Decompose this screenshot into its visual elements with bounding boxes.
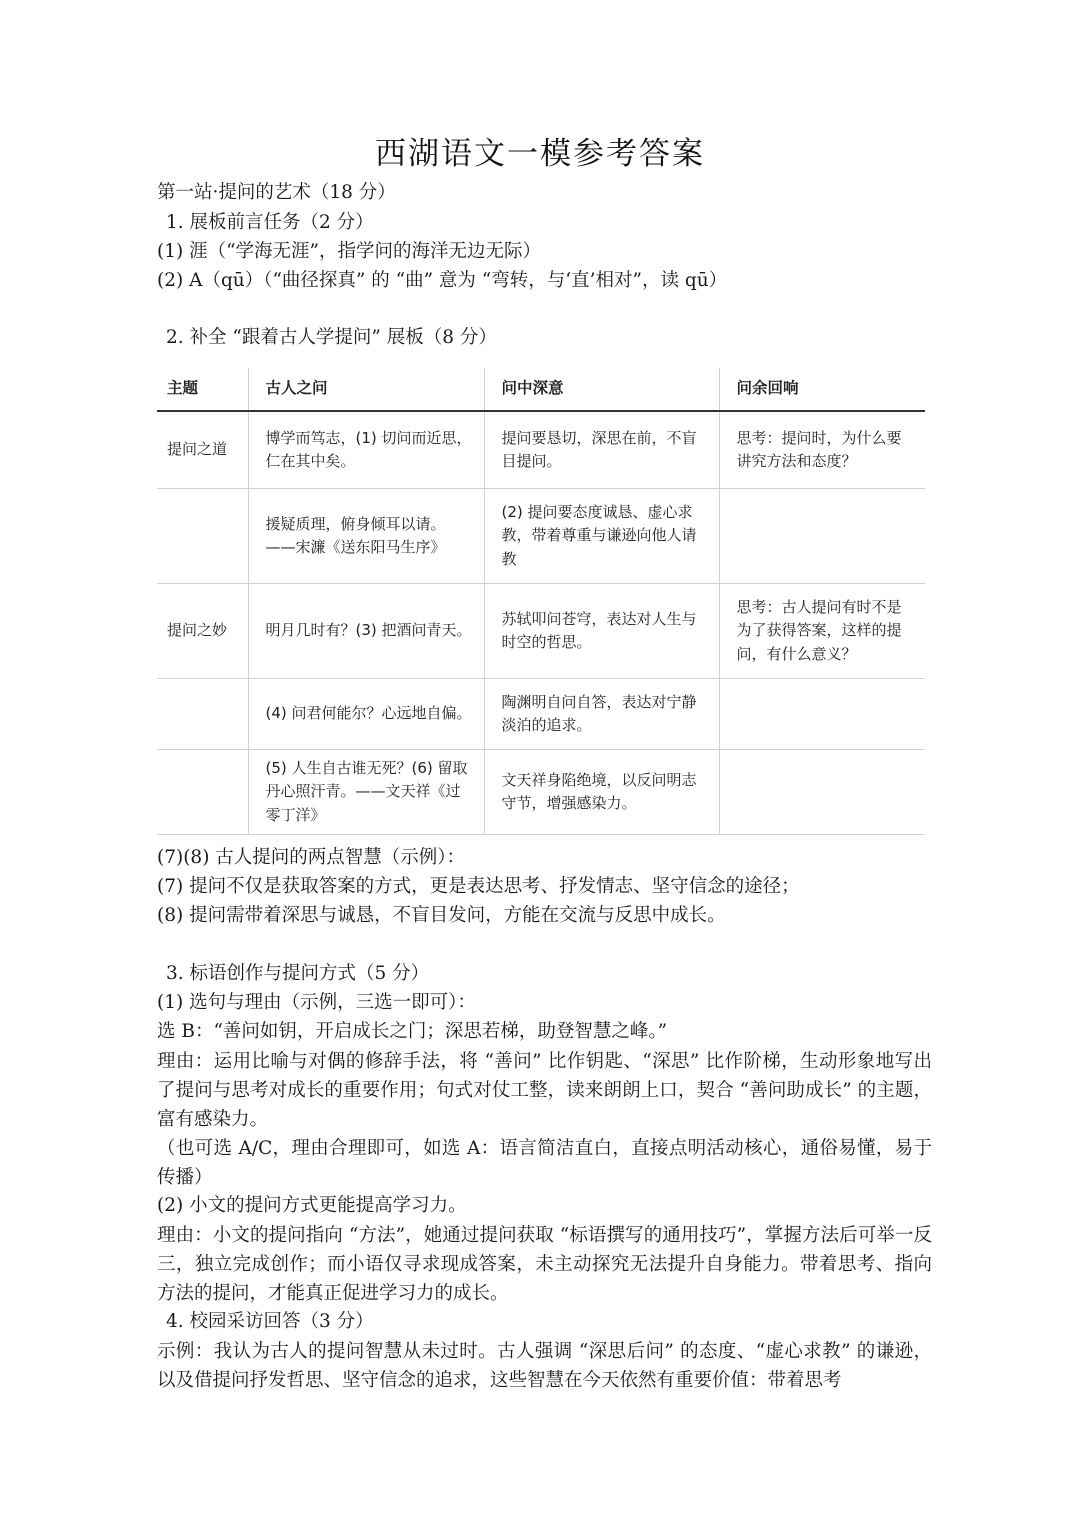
question-2-heading: 2. 补全 “跟着古人学提问” 展板（8 分） bbox=[166, 327, 497, 348]
question-3-reason-1: 理由：运用比喻与对偶的修辞手法，将 “善问” 比作钥匙、“深思” 比作阶梯，生动形象地写出了提问与思考对成长的重要作用；句式对仗工整，读来朗朗上口，契合 “善问助成长” 的主题，富有感染力。 bbox=[157, 1051, 932, 1130]
theme-cell bbox=[157, 750, 248, 835]
question-3-answer-2: (2) 小文的提问方式更能提高学习力。 bbox=[157, 1195, 467, 1216]
section-heading: 第一站·提问的艺术（18 分） bbox=[157, 182, 396, 203]
ancient-question-cell: 援疑质理，俯身倾耳以请。——宋濂《送东阳马生序》 bbox=[248, 489, 484, 584]
page-title: 西湖语文一模参考答案 bbox=[375, 136, 705, 172]
table-header-row bbox=[157, 368, 925, 411]
echo-cell: 思考：提问时，为什么要讲究方法和态度？ bbox=[719, 411, 925, 489]
question-3-heading: 3. 标语创作与提问方式（5 分） bbox=[166, 963, 430, 984]
echo-cell bbox=[719, 750, 925, 835]
ancient-question-cell: (5) 人生自古谁无死？(6) 留取丹心照汗青。——文天祥《过零丁洋》 bbox=[248, 750, 484, 835]
ancient-question-cell: 明月几时有？(3) 把酒问青天。 bbox=[248, 584, 484, 679]
table-header: 古人之问 bbox=[248, 368, 484, 411]
table-row bbox=[157, 411, 925, 489]
theme-cell bbox=[157, 679, 248, 750]
meaning-cell: (2) 提问要态度诚恳、虚心求教，带着尊重与谦逊向他人请教 bbox=[484, 489, 719, 584]
table-row bbox=[157, 750, 925, 835]
echo-cell: 思考：古人提问有时不是为了获得答案，这样的提问，有什么意义？ bbox=[719, 584, 925, 679]
question-3-answer-1-intro: (1) 选句与理由（示例，三选一即可）： bbox=[157, 992, 476, 1013]
table-header: 问余回响 bbox=[719, 368, 925, 411]
table-header: 主题 bbox=[157, 368, 248, 411]
question-2-answer-8: (8) 提问需带着深思与诚恳，不盲目发问，方能在交流与反思中成长。 bbox=[157, 905, 726, 926]
theme-cell: 提问之妙 bbox=[157, 584, 248, 679]
question-1-answer-2: (2) A（qū）（“曲径探真” 的 “曲” 意为 “弯转，与‘直’相对”，读 qū） bbox=[157, 270, 728, 291]
ancient-question-cell: (4) 问君何能尔？心远地自偏。 bbox=[248, 679, 484, 750]
echo-cell bbox=[719, 489, 925, 584]
question-4-heading: 4. 校园采访回答（3 分） bbox=[166, 1311, 374, 1332]
table-row bbox=[157, 584, 925, 679]
ancient-questioning-table bbox=[157, 368, 925, 835]
question-4-answer: 示例：我认为古人的提问智慧从未过时。古人强调 “深思后问” 的态度、“虚心求教” 的谦逊，以及借提问抒发哲思、坚守信念的追求，这些智慧在今天依然有重要价值：带着思考 bbox=[157, 1341, 932, 1391]
question-1-answer-1: (1) 涯（“学海无涯”，指学问的海洋无边无际） bbox=[157, 241, 542, 262]
meaning-cell: 文天祥身陷绝境，以反问明志守节，增强感染力。 bbox=[484, 750, 719, 835]
table-row bbox=[157, 679, 925, 750]
meaning-cell: 苏轼叩问苍穹，表达对人生与时空的哲思。 bbox=[484, 584, 719, 679]
question-2-wisdom-intro: (7)(8) 古人提问的两点智慧（示例）： bbox=[157, 847, 466, 868]
table-row bbox=[157, 489, 925, 584]
theme-cell bbox=[157, 489, 248, 584]
theme-cell: 提问之道 bbox=[157, 411, 248, 489]
ancient-question-cell: 博学而笃志，(1) 切问而近思，仁在其中矣。 bbox=[248, 411, 484, 489]
question-2-answer-7: (7) 提问不仅是获取答案的方式，更是表达思考、抒发情志、坚守信念的途径； bbox=[157, 876, 800, 897]
question-3-choice: 选 B：“善问如钥，开启成长之门；深思若梯，助登智慧之峰。” bbox=[157, 1021, 668, 1042]
echo-cell bbox=[719, 679, 925, 750]
question-1-heading: 1. 展板前言任务（2 分） bbox=[166, 212, 374, 233]
table-header: 问中深意 bbox=[484, 368, 719, 411]
meaning-cell: 陶渊明自问自答，表达对宁静淡泊的追求。 bbox=[484, 679, 719, 750]
meaning-cell: 提问要恳切，深思在前，不盲目提问。 bbox=[484, 411, 719, 489]
question-3-alternative: （也可选 A/C，理由合理即可，如选 A：语言简洁直白，直接点明活动核心，通俗易懂，易于传播） bbox=[157, 1138, 932, 1188]
question-3-reason-2: 理由：小文的提问指向 “方法”，她通过提问获取 “标语撰写的通用技巧”，掌握方法后可举一反三，独立完成创作；而小语仅寻求现成答案，未主动探究无法提升自身能力。带着思考、指向方法的提问，才能真正促进学习力的成长。 bbox=[157, 1225, 932, 1304]
